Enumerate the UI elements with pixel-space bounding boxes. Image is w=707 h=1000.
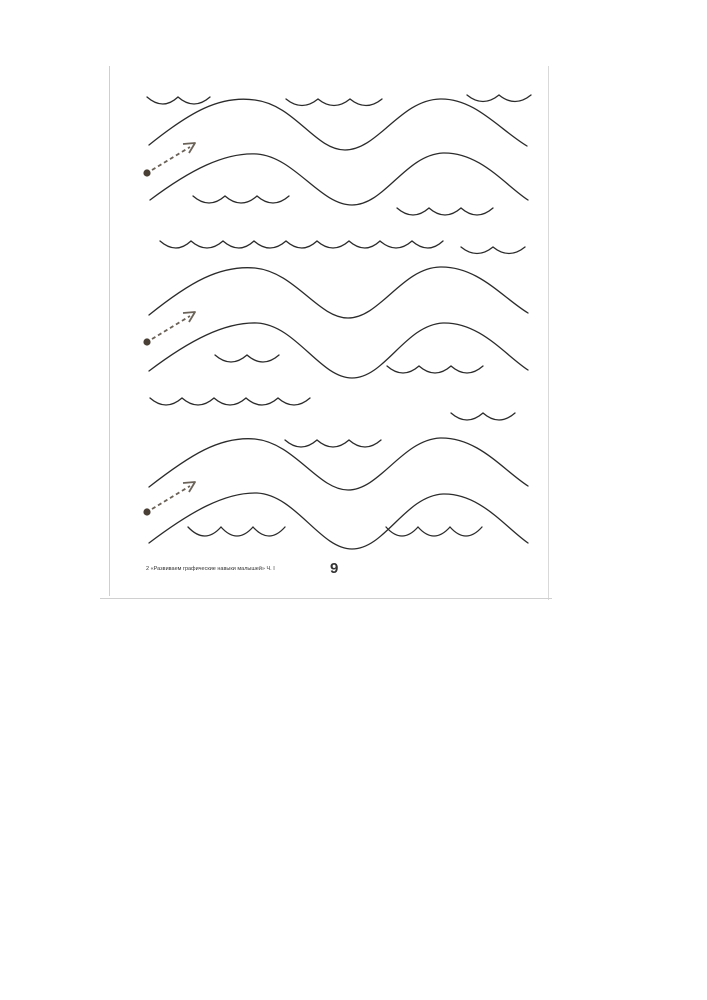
scallops-top-1c [467, 95, 531, 102]
tracing-wave-2-upper [149, 267, 528, 318]
scallops-mid-3c [285, 440, 381, 447]
scallops-top-3b [451, 413, 515, 420]
scallops-top-2b [461, 247, 525, 254]
scallops-bottom-2a [215, 355, 279, 362]
dashed-arrow-icon [152, 316, 190, 339]
scallops-bottom-1a [193, 196, 289, 203]
book-caption: 2 «Развиваем графические навыки малышей» Ч. I [146, 566, 275, 572]
dashed-arrow-icon [152, 486, 190, 509]
wave-group-3 [149, 398, 528, 549]
start-marker-3 [143, 482, 195, 516]
dashed-arrow-icon [152, 147, 190, 170]
tracing-wave-1-lower [150, 153, 528, 205]
scallops-top-1a [147, 97, 210, 104]
start-marker-2 [143, 312, 195, 346]
page-number: 9 [330, 560, 339, 577]
start-dot-icon [143, 508, 150, 515]
wave-group-2 [149, 241, 528, 378]
start-dot-icon [143, 338, 150, 345]
scallops-bottom-1b [397, 208, 493, 215]
tracing-wave-3-lower [149, 493, 528, 549]
wave-group-1 [147, 95, 531, 215]
scallops-bottom-2b [387, 366, 483, 373]
scallops-bottom-3b [386, 527, 482, 536]
start-marker-1 [143, 143, 195, 177]
scallops-top-3a [150, 398, 310, 405]
scallops-bottom-3a [188, 527, 285, 536]
tracing-wave-2-lower [149, 323, 528, 378]
scallops-top-2a [160, 241, 443, 248]
tracing-wave-1-upper [149, 99, 527, 150]
scallops-top-1b [286, 99, 382, 106]
start-dot-icon [143, 169, 150, 176]
